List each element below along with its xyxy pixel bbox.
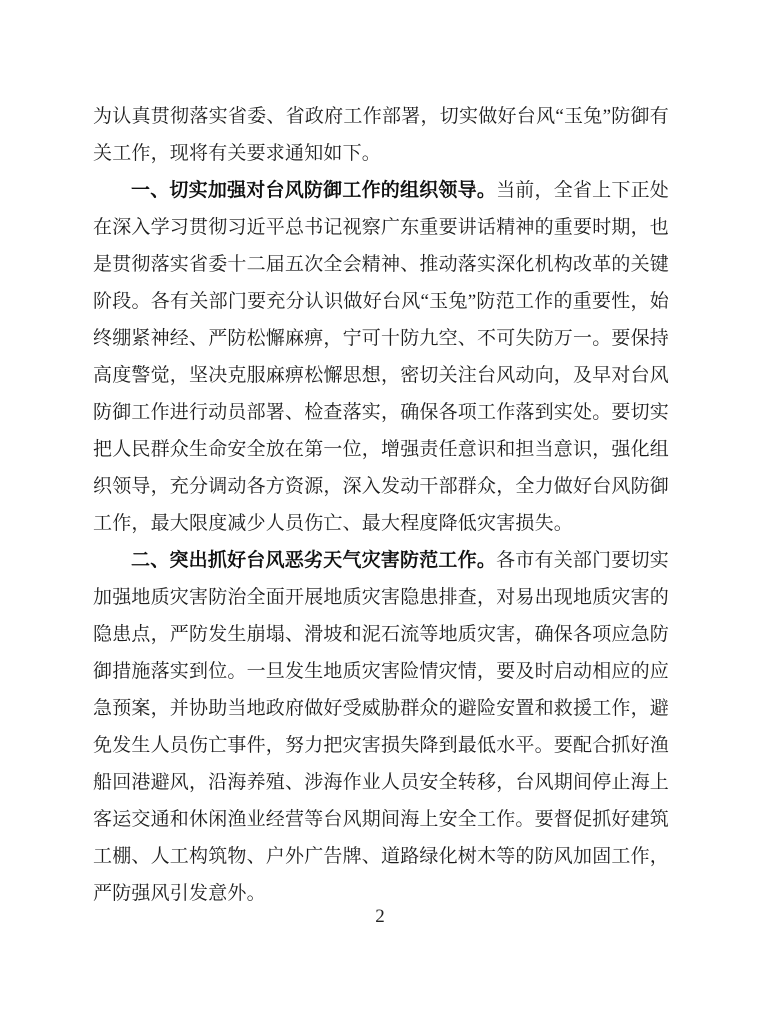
paragraph-continuation (93, 98, 669, 172)
paragraph-text: 各市有关部门要切实加强地质灾害防治全面开展地质灾害隐患排查，对易出现地质灾害的隐患点，严防发生崩塌、滑坡和泥石流等地质灾害，确保各项应急防御措施落实到位。一旦发生地质灾害险情灾情，要及时启动相应的应急预案，并协助当地政府做好受威胁群众的避险安置和救援工作，避免发生人员伤亡事件，努力把灾害损失降到最低水平。要配合抓好渔船回港避风，沿海养殖、涉海作业人员安全转移，台风期间停止海上客运交通和休闲渔业经营等台风期间海上安全工作。要督促抓好建筑工棚、人工构筑物、户外广告牌、道路绿化树木等的防风加固工作，严防强风引发意外。 (93, 550, 670, 904)
paragraph-section-2 (93, 542, 669, 912)
page-number: 2 (375, 906, 385, 927)
section-2-heading: 二、突出抓好台风恶劣天气灾害防范工作。 (131, 550, 497, 571)
document-body (93, 98, 669, 912)
paragraph-text: 当前，全省上下正处在深入学习贯彻习近平总书记视察广东重要讲话精神的重要时期，也是贯彻落实省委十二届五次全会精神、推动落实深化机构改革的关键阶段。各有关部门要充分认识做好台风“玉兔”防范工作的重要性，始终绷紧神经、严防松懈麻痹，宁可十防九空、不可失防万一。要保持高度警觉，坚决克服麻痹松懈思想，密切关注台风动向，及早对台风防御工作进行动员部署、检查落实，确保各项工作落到实处。要切实把人民群众生命安全放在第一位，增强责任意识和担当意识，强化组织领导，充分调动各方资源，深入发动干部群众，全力做好台风防御工作，最大限度减少人员伤亡、最大程度降低灾害损失。 (93, 180, 670, 534)
paragraph-section-1 (93, 172, 669, 542)
paragraph-text: 为认真贯彻落实省委、省政府工作部署，切实做好台风“玉兔”防御有关工作，现将有关要求通知如下。 (93, 106, 669, 164)
section-1-heading: 一、切实加强对台风防御工作的组织领导。 (131, 180, 497, 201)
page-footer (0, 903, 760, 931)
